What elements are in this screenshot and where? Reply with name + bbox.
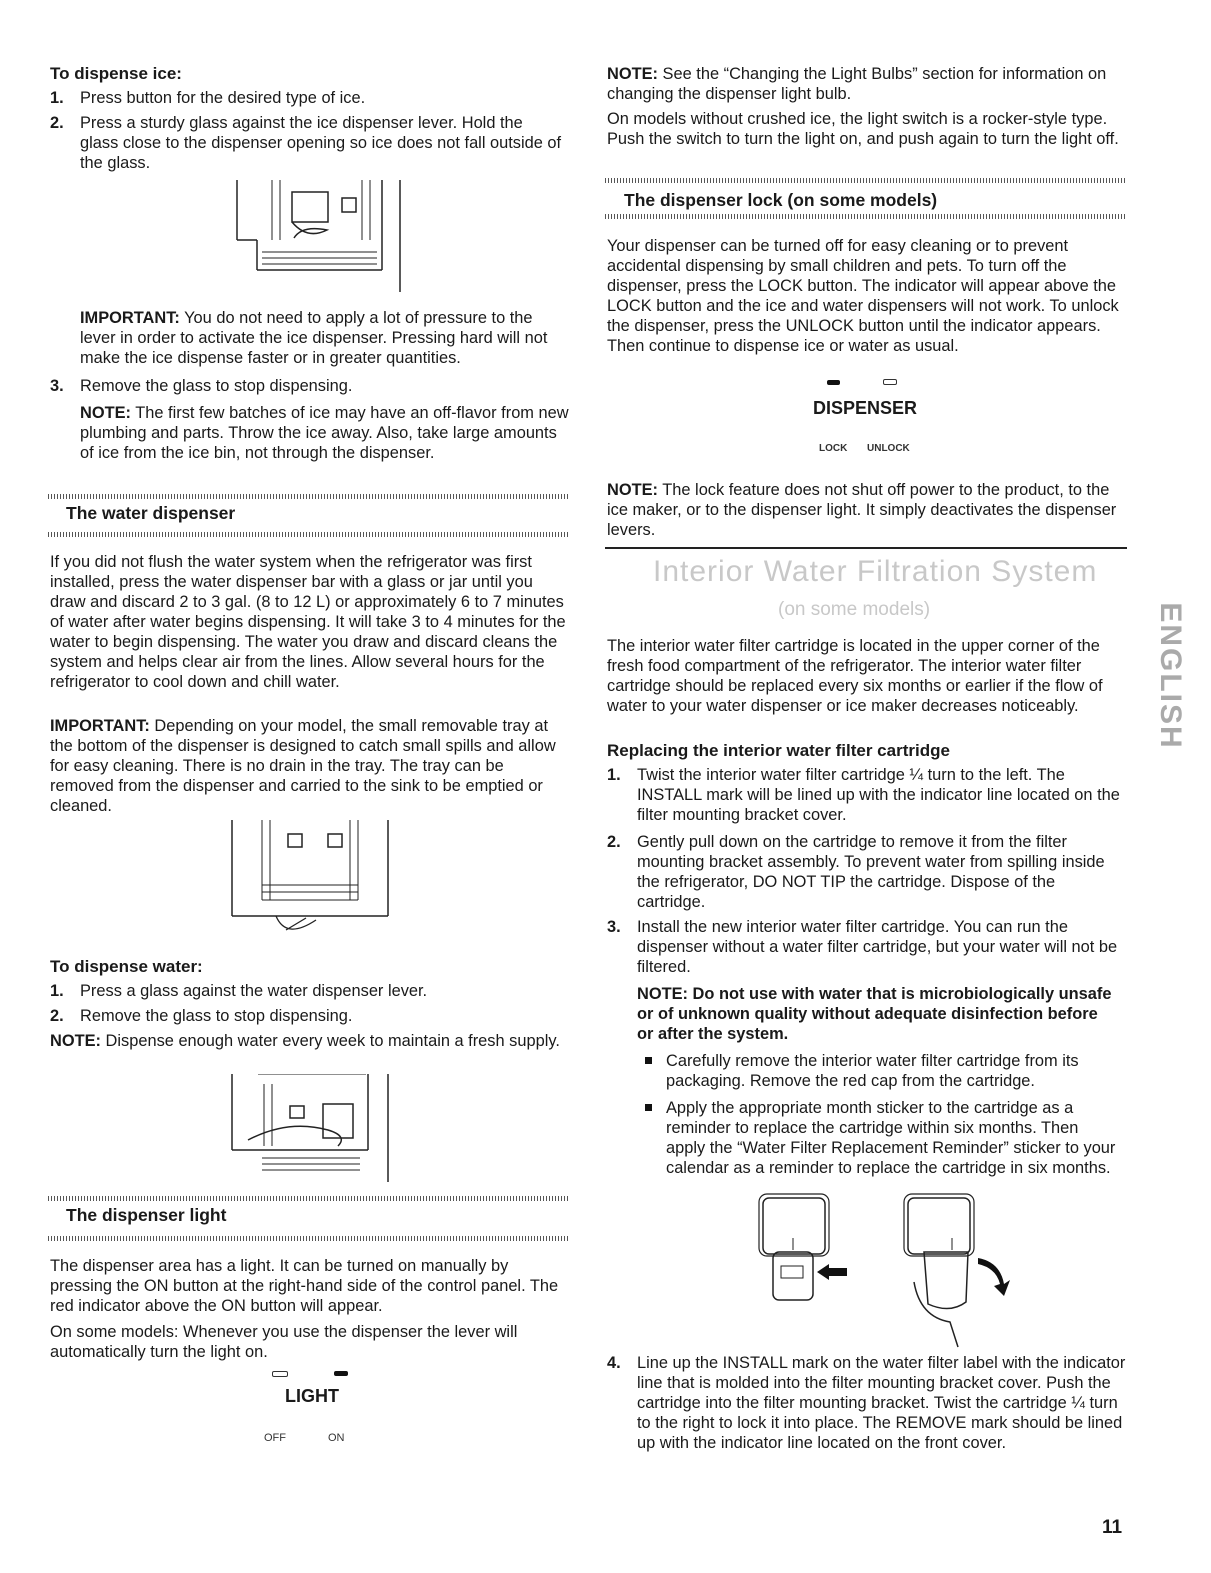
page-number: 11: [1102, 1517, 1123, 1538]
unlock-button[interactable]: UNLOCK: [867, 443, 910, 454]
stripe-top: [48, 494, 570, 499]
note-label: NOTE:: [607, 481, 658, 499]
ice-dispenser-illustration: [232, 180, 407, 295]
stripe-top: [48, 1196, 570, 1201]
step-number: 2.: [50, 1007, 64, 1025]
note-label: NOTE:: [607, 65, 658, 83]
step-number: 3.: [50, 377, 64, 395]
important-text: Depending on your model, the small removable tray at the bottom of the dispenser is designed to catch small spills and allow for easy cleaning. There is no drain in the tray. The tray can be removed from the dispenser and carried to the sink to be emptied or cleaned.: [50, 717, 556, 815]
water-flush-paragraph: If you did not flush the water system when the refrigerator was first installed, press the water dispenser bar with a glass or jar until you draw and discard 2 to 3 gal. (8 to 12 L) or approximately 6 to 7 minutes of water after water begins dispensing. It will take 3 to 4 minutes for the water to begin dispensing. The water you draw and discard cleans the system and helps clear air from the lines. Allow several hours for the refrigerator to cool down and chill water.: [50, 553, 566, 691]
filter-cartridge-pull-illustration: [755, 1192, 865, 1312]
lock-feature-note: [607, 480, 1127, 540]
filter-step-4: Line up the INSTALL mark on the water filter label with the indicator line that is molded into the filter mounting bracket cover. Push the cartridge into the filter mounting bracket. Twist the cartridge ¼ turn to the right to lock it into place. The REMOVE mark should be lined up with the indicator line located on the front cover.: [637, 1354, 1126, 1452]
lock-button[interactable]: LOCK: [819, 443, 848, 454]
dispense-ice-heading: To dispense ice:: [50, 64, 182, 83]
section-divider: [605, 547, 1127, 549]
filter-step-3: Install the new interior water filter cartridge. You can run the dispenser without a water filter cartridge, but your water will not be filtered.: [637, 918, 1118, 976]
step-number: 3.: [607, 918, 621, 936]
important-label: IMPORTANT:: [80, 309, 180, 327]
on-indicator-icon: [334, 1371, 348, 1376]
section-title: The dispenser lock (on some models): [624, 190, 938, 210]
bullet-icon: [645, 1104, 652, 1111]
light-panel-title: LIGHT: [285, 1386, 339, 1406]
note-label: NOTE:: [50, 1032, 101, 1050]
step-number: 1.: [50, 89, 64, 107]
dispenser-lock-paragraph: Your dispenser can be turned off for easy cleaning or to prevent accidental dispensing by small children and pets. To turn off the dispenser, press the LOCK button. The indicator will appear above the LOCK button and the ice and water dispensers will not work. To unlock the dispenser, press the UNLOCK button until the indicator appears. Then continue to dispense ice or water as usual.: [607, 237, 1119, 355]
dispenser-tray-illustration: [226, 820, 394, 955]
filtration-system-subtitle: (on some models): [778, 599, 931, 620]
step-number: 1.: [50, 982, 64, 1000]
note-label: NOTE:: [80, 404, 131, 422]
water-step-2: Remove the glass to stop dispensing.: [80, 1007, 353, 1025]
note-text: Dispense enough water every week to maintain a fresh supply.: [101, 1032, 560, 1050]
step-number: 4.: [607, 1354, 621, 1372]
language-side-tab: [1152, 590, 1188, 762]
ice-step-1: Press button for the desired type of ice.: [80, 89, 366, 107]
filtration-system-title: Interior Water Filtration System: [653, 555, 1098, 588]
important-text: You do not need to apply a lot of pressure to the lever in order to activate the ice dispenser. Pressing hard will not make the ice dispense faster or in greater quantities.: [80, 309, 548, 367]
filter-step-1: Twist the interior water filter cartridge ¼ turn to the left. The INSTALL mark will be lined up with the indicator line located on the filter mounting bracket cover.: [637, 766, 1120, 824]
filter-step-2: Gently pull down on the cartridge to remove it from the filter mounting bracket assembly. To prevent water from spilling inside the refrigerator, DO NOT TIP the cartridge. Dispose of the cartridge.: [637, 833, 1105, 911]
stripe-top: [605, 178, 1127, 183]
filter-location-paragraph: The interior water filter cartridge is located in the upper corner of the fresh food compartment of the refrigerator. The interior water filter cartridge should be replaced every six months or earlier if the flow of water to your water dispenser or ice maker decreases noticeably.: [607, 637, 1103, 715]
note-text: See the “Changing the Light Bulbs” section for information on changing the dispenser light bulb.: [607, 65, 1107, 103]
section-title: The water dispenser: [66, 503, 236, 523]
stripe-bottom: [48, 1236, 570, 1241]
light-bulbs-note: [607, 64, 1127, 104]
dispenser-lock-section-header: [605, 178, 1127, 212]
side-tab-label: ENGLISH: [1154, 602, 1187, 750]
on-button[interactable]: ON: [328, 1432, 345, 1444]
note-text: The lock feature does not shut off power to the product, to the ice maker, or to the dispenser light. It simply deactivates the dispenser levers.: [607, 481, 1117, 539]
important-ice-note: [80, 308, 570, 368]
filter-cartridge-twist-illustration: [900, 1192, 1015, 1352]
replacing-filter-heading: Replacing the interior water filter cartridge: [607, 741, 950, 760]
dispenser-light-section-header: [48, 1196, 570, 1230]
important-label: IMPORTANT:: [50, 717, 150, 735]
microbiological-warning-note: NOTE: Do not use with water that is microbiologically unsafe or of unknown quality without adequate disinfection before or after the system.: [637, 985, 1112, 1043]
dispense-water-heading: To dispense water:: [50, 957, 203, 976]
step-number: 2.: [50, 114, 64, 132]
ice-step-2: Press a sturdy glass against the ice dispenser lever. Hold the glass close to the dispenser opening so ice does not fall outside of the glass.: [80, 114, 562, 172]
unlock-indicator-icon: [883, 379, 897, 385]
bullet-icon: [645, 1057, 652, 1064]
step-number: 2.: [607, 833, 621, 851]
water-dispenser-illustration: [228, 1074, 393, 1186]
first-batches-note: [80, 403, 570, 463]
section-title: The dispenser light: [66, 1205, 227, 1225]
light-paragraph-1: The dispenser area has a light. It can be turned on manually by pressing the ON button at the right-hand side of the control panel. The red indicator above the ON button will appear.: [50, 1257, 559, 1315]
dispenser-lock-panel: [805, 376, 925, 456]
step-number: 1.: [607, 766, 621, 784]
ice-step-3: Remove the glass to stop dispensing.: [80, 377, 353, 395]
note-text: The first few batches of ice may have an off-flavor from new plumbing and parts. Throw the ice away. Also, take large amounts of ice from the ice bin, not through the dispenser.: [80, 404, 569, 462]
dispenser-panel-title: DISPENSER: [812, 398, 918, 418]
off-button[interactable]: OFF: [264, 1432, 286, 1444]
bullet-item-2: Apply the appropriate month sticker to the cartridge as a reminder to replace the cartridge within six months. Then apply the “Water Filter Replacement Reminder” sticker to your calendar as a reminder to replace the cartridge in six months.: [666, 1099, 1116, 1177]
off-indicator-icon: [272, 1371, 288, 1377]
light-control-panel: [262, 1368, 362, 1448]
light-paragraph-2: On some models: Whenever you use the dispenser the lever will automatically turn the light on.: [50, 1323, 518, 1361]
water-step-1: Press a glass against the water dispenser lever.: [80, 982, 428, 1000]
fresh-supply-note: [50, 1031, 560, 1051]
stripe-bottom: [605, 214, 1127, 219]
water-dispenser-section-header: [48, 494, 570, 528]
bullet-item-1: Carefully remove the interior water filter cartridge from its packaging. Remove the red cap from the cartridge.: [666, 1052, 1079, 1090]
lock-indicator-icon: [827, 380, 840, 385]
stripe-bottom: [48, 532, 570, 537]
tray-important-note: [50, 716, 570, 816]
rocker-switch-paragraph: On models without crushed ice, the light switch is a rocker-style type. Push the switch to turn the light on, and push again to turn the light off.: [607, 110, 1119, 148]
